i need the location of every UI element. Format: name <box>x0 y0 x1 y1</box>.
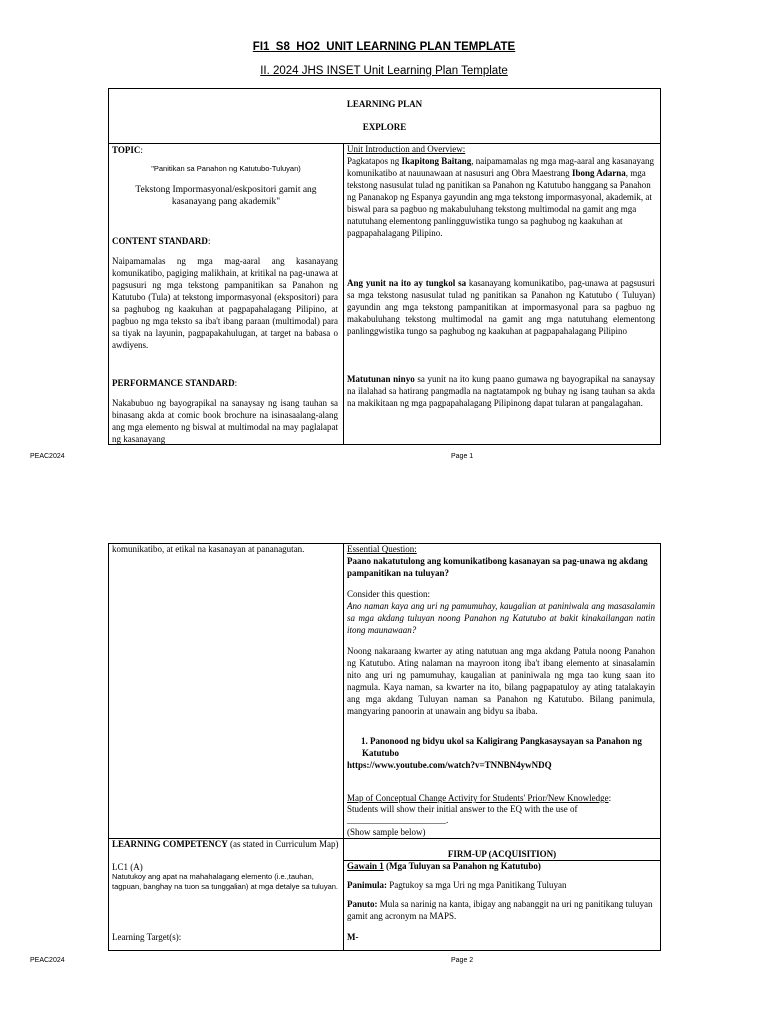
panimula-text: Pagtukoy sa mga Uri ng mga Panitikang Tuluyan <box>387 880 567 890</box>
panimula-label: Panimula: <box>347 880 388 890</box>
performance-standard-heading <box>112 377 340 389</box>
content-standard-label: CONTENT STANDARD <box>112 236 208 246</box>
topic-colon: : <box>140 145 143 155</box>
performance-standard-label: PERFORMANCE STANDARD <box>112 378 235 388</box>
footer-page-number-1: Page 1 <box>451 453 474 460</box>
panimula-line <box>347 879 657 891</box>
intro-p1-text-a: Pagkatapos ng <box>347 156 402 166</box>
intro-heading: Unit Introduction and Overview: <box>347 144 466 154</box>
topic-label: TOPIC <box>112 145 141 155</box>
page2-column-divider <box>343 543 344 951</box>
panuto-label: Panuto: <box>347 899 378 909</box>
document-title: FI1_S8_HO2_UNIT LEARNING PLAN TEMPLATE <box>252 41 516 53</box>
intro-p3-text: sa yunit na ito kung paano gumawa ng bayograpikal na sanaysay na ilalahad sa hatirang pangmadla na nagtatampok ng buhay ng isang tauhan sa akda na makikitaan ng mga pagpapahalagang Pilipinong dapat tularan at pangalagahan. <box>347 374 656 408</box>
footer-page-number-2: Page 2 <box>451 957 474 964</box>
intro-paragraph-1 <box>347 155 655 239</box>
footer-left-page2: PEAC2024 <box>30 957 65 964</box>
lc1-text: Natutukoy ang apat na mahahalagang elemento (i.e.,tauhan, tagpuan, banghay na tuon sa tunggalian) at mga detalye sa tuluyan. <box>112 872 338 891</box>
intro-paragraph-3 <box>347 373 655 409</box>
panuto-line <box>347 898 655 922</box>
intro-p3-lead: Matutunan ninyo <box>347 374 415 384</box>
map-text: Students will show their initial answer to the EQ with the use of <box>347 804 578 814</box>
content-standard-colon: : <box>207 236 211 246</box>
intro-paragraph-2 <box>347 277 655 337</box>
learning-competency-note: (as stated in Curriculum Map) <box>227 839 339 849</box>
topic-heading <box>112 144 340 156</box>
intro-paragraph: Noong nakaraang kwarter ay ating natutuan ang mga akdang Patula noong Panahon ng Katutubo. Ating nalaman na mayroon itong iba't ibang elemento at sinasalamin nito ang uri ng pamumuhay, kaugalian at paniniwala ng mga tao kung saan ito nagmula. Kaya naman, sa kwarter na ito, bilang pagpapatuloy ay ating tatalakayin ang mga akdang Tuluyan naman sa Panahon ng Katutubo. Bilang panimula, mangyaring panoorin at unawain ang bidyu sa ibaba. <box>347 646 655 716</box>
learning-target-label: Learning Target(s): <box>112 932 182 942</box>
plan-subtitle: EXPLORE <box>362 122 407 132</box>
gawain-text: (Mga Tuluyan sa Panahon ng Katutubo) <box>383 861 541 871</box>
learning-competency-heading <box>112 839 340 850</box>
intro-p1-grade: Ikapitong Baitang <box>401 156 472 166</box>
plan-title: LEARNING PLAN <box>346 99 423 109</box>
performance-standard-colon: : <box>234 378 238 388</box>
intro-p2-lead: Ang yunit na ito ay tungkol sa <box>347 278 467 288</box>
answer-blank: ______________________. <box>347 815 449 825</box>
firmup-heading: FIRM-UP (ACQUISITION) <box>447 849 557 859</box>
learning-competency-label: LEARNING COMPETENCY <box>112 839 228 849</box>
eq-heading: Essential Question: <box>347 544 417 554</box>
panuto-text: Mula sa narinig na kanta, ibigay ang nabanggit na uri ng panitikang tuluyan gamit ang acronym na MAPS. <box>347 899 653 921</box>
performance-standard-text: Nakabubuo ng bayograpikal na sanaysay ng isang tauhan sa binasang akda at comic book brochure na isinasaalang-alang ang mga elemento ng biswal at multimodal na may paglalapat ng kasanayang <box>112 398 338 444</box>
document-subtitle: II. 2024 JHS INSET Unit Learning Plan Template <box>260 65 508 77</box>
content-standard-heading <box>112 235 340 247</box>
topic-line2: Tekstong Impormasyonal/eskpositori gamit ang kasanayang pang akademik" <box>135 185 317 207</box>
consider-question: Ano naman kaya ang uri ng pamumuhay, kaugalian at paniniwala ang masasalamin sa mga akdang tuluyan noong Panahon ng Katutubo at bakit kinakailangan natin itong maunawaan? <box>347 601 655 635</box>
map-heading: Map of Conceptual Change Activity for Students' Prior/New Knowledge <box>347 793 609 803</box>
essential-question: Paano nakatutulong ang komunikatibong kasanayan sa pag-unawa ng akdang pampanitikan na tuluyan? <box>347 556 648 578</box>
intro-p1-text-c: , naipamamalas ng mga mag-aaral ang kasanayang komunikatibo at nauunawaan at nasusuri ang Obra Maestrang <box>347 156 654 178</box>
map-colon: : <box>608 793 612 803</box>
show-sample-note: (Show sample below) <box>347 827 426 837</box>
table-column-divider <box>343 143 344 445</box>
lc1-label: LC1 (A) <box>112 862 143 872</box>
intro-p1-title: Ibong Adarna <box>571 168 626 178</box>
gawain-label: Gawain 1 <box>347 861 384 871</box>
gawain-line <box>347 860 657 872</box>
video-list-item: 1. Panonood ng bidyu ukol sa Kaligirang Pangkasaysayan sa Panahon ng Katutubo <box>361 736 642 758</box>
performance-standard-continued: komunikatibo, at etikal na kasanayan at pananagutan. <box>112 544 305 554</box>
consider-label: Consider this question: <box>347 589 430 599</box>
topic-line1: "Panitikan sa Panahon ng Katutubo-Tuluyan) <box>151 164 301 173</box>
footer-left-page1: PEAC2024 <box>30 453 65 460</box>
content-standard-text: Naipamamalas ng mga mag-aaral ang kasanayang komunikatibo, pagiging malikhain, at kritikal na pag-unawa at pagsusuri ng mga tekstong pampanitikan sa Panahon ng Katutubo (Tula) at tekstong impormasyonal (ekspositori) para sa paghubog ng kaakuhan at pagpapahalagang Pilipino, at pagbuo ng mga teksto sa iba't ibang paraan (multimodal) para sa tiyak na layunin, pagpapakahulugan, at target na babasa o awdiyens. <box>112 256 338 350</box>
intro-p1-text-e: , mga tekstong nasusulat tulad ng panitikan sa Panahon ng Katutubo hanggang sa Panahon ng Pananakop ng Espanya gayundin ang mga tekstong impormasyonal, akademik, at biswal para sa pagbuo ng makabuluhang tekstong multimodal na gamit ang mga natutuhang elementong panlingguwistika tungo sa paghubog ng kaakuhan at pagpapahalagang Pilipino. <box>347 168 652 238</box>
maps-m-label: M- <box>347 932 359 942</box>
video-link[interactable]: https://www.youtube.com/watch?v=TNNBN4ywNDQ <box>347 760 552 770</box>
intro-p2-text: kasanayang komunikatibo, pag-unawa at pagsusuri sa mga tekstong nasusulat tulad ng panitikan sa Panahon ng Katutubo ( Tuluyan) gayundin ang mga tekstong pampanitikan at impormasyonal para sa pagbuo ng makabuluhang tekstong multimodal na gamit ang mga natutuhang elementong panlinggwistika tungo sa paghubog ng kaakuhan at pagpapahalagang Pilipino <box>347 278 655 336</box>
